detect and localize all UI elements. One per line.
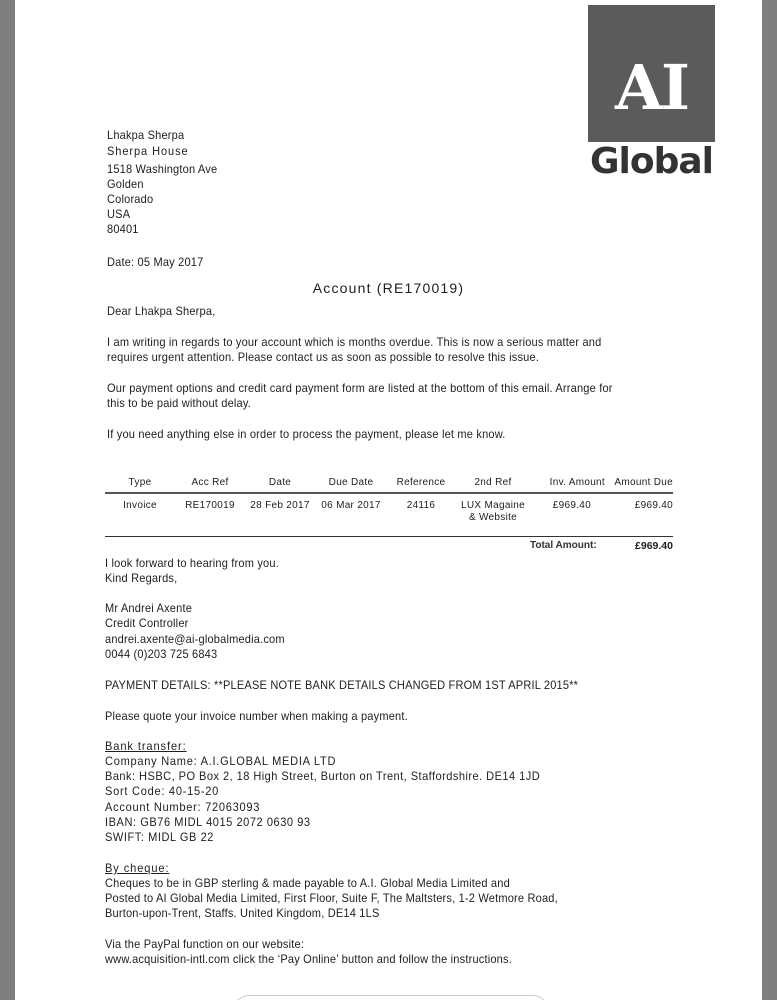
total-amount-value: £969.40	[635, 540, 673, 552]
closing-line: I look forward to hearing from you.	[105, 556, 279, 570]
cell-acc-ref: RE170019	[185, 500, 235, 511]
cell-2nd-ref-line1: LUX Magaine	[461, 500, 525, 511]
recipient-line: Sherpa House	[107, 144, 189, 158]
column-header-acc-ref: Acc Ref	[175, 472, 245, 493]
bank-company-name: Company Name: A.I.GLOBAL MEDIA LTD	[105, 754, 337, 768]
cell-2nd-ref	[455, 493, 531, 530]
body-paragraph-2-cont: this to be paid without delay.	[107, 396, 252, 410]
logo-global-text: Global	[589, 141, 714, 182]
cell-reference: 24116	[406, 500, 436, 511]
payment-quote-note: Please quote your invoice number when making a payment.	[105, 709, 408, 723]
bank-account-number: Account Number: 72063093	[105, 800, 261, 814]
column-header-due-date: Due Date	[315, 472, 387, 493]
total-amount-label: Total Amount:	[530, 540, 597, 551]
cell-due-date: 06 Mar 2017	[321, 500, 381, 511]
recipient-line: 80401	[107, 222, 139, 236]
bank-sort-code: Sort Code: 40-15-20	[105, 784, 220, 798]
column-header-2nd-ref: 2nd Ref	[455, 472, 531, 493]
letter-title: Account (RE170019)	[312, 280, 465, 296]
bank-transfer-heading: Bank transfer:	[105, 739, 187, 753]
body-paragraph-1: I am writing in regards to your account which is months overdue. This is now a serious matter and	[107, 335, 602, 349]
recipient-line: USA	[107, 207, 131, 221]
cell-inv-amount: £969.40	[552, 500, 591, 511]
cheque-line: Cheques to be in GBP sterling & made payable to A.I. Global Media Limited and	[105, 876, 510, 890]
paypal-intro: Via the PayPal function on our website:	[105, 937, 305, 951]
table-row	[105, 493, 673, 530]
closing-regards: Kind Regards,	[105, 571, 178, 585]
signature-email[interactable]: andrei.axente@ai-globalmedia.com	[105, 632, 285, 646]
paypal-instructions: www.acquisition-intl.com click the ‘Pay Online’ button and follow the instructions.	[105, 952, 512, 966]
cheque-line: Posted to AI Global Media Limited, First Floor, Suite F, The Maltsters, 1-2 Wetmore Road,	[105, 891, 558, 905]
bank-swift: SWIFT: MIDL GB 22	[105, 830, 214, 844]
cheque-heading: By cheque:	[105, 861, 170, 875]
recipient-line: Golden	[107, 177, 144, 191]
table-header-row	[105, 472, 673, 493]
bottom-toolbar-pill[interactable]	[233, 995, 549, 1000]
column-header-date: Date	[245, 472, 315, 493]
signature-name: Mr Andrei Axente	[105, 601, 193, 615]
cell-2nd-ref-line2: & Website	[468, 512, 518, 523]
company-logo	[588, 5, 715, 185]
cheque-line: Burton-upon-Trent, Staffs. United Kingdom, DE14 1LS	[105, 906, 380, 920]
cell-type: Invoice	[123, 500, 157, 511]
column-header-reference: Reference	[387, 472, 455, 493]
column-header-amount-due: Amount Due	[605, 472, 673, 493]
payment-details-heading: PAYMENT DETAILS: **PLEASE NOTE BANK DETAILS CHANGED FROM 1ST APRIL 2015**	[105, 678, 579, 692]
body-paragraph-1-cont: requires urgent attention. Please contact us as soon as possible to resolve this issue.	[107, 350, 540, 364]
bank-address: Bank: HSBC, PO Box 2, 18 High Street, Burton on Trent, Staffordshire. DE14 1JD	[105, 769, 541, 783]
column-header-inv-amount: Inv. Amount	[531, 472, 605, 493]
bank-iban: IBAN: GB76 MIDL 4015 2072 0630 93	[105, 815, 311, 829]
table-bottom-rule	[105, 536, 673, 537]
signature-phone: 0044 (0)203 725 6843	[105, 647, 218, 661]
document-page	[15, 0, 762, 1000]
cell-amount-due: £969.40	[634, 500, 673, 511]
cell-date: 28 Feb 2017	[250, 500, 310, 511]
signature-role: Credit Controller	[105, 616, 189, 630]
body-paragraph-2: Our payment options and credit card payment form are listed at the bottom of this email. Arrange for	[107, 381, 613, 395]
letter-date: Date: 05 May 2017	[107, 255, 204, 269]
body-paragraph-3: If you need anything else in order to process the payment, please let me know.	[107, 427, 506, 441]
recipient-name: Lhakpa Sherpa	[107, 128, 185, 142]
invoice-table	[105, 472, 673, 530]
salutation: Dear Lhakpa Sherpa,	[107, 304, 216, 318]
column-header-type: Type	[105, 472, 175, 493]
recipient-line: Colorado	[107, 192, 154, 206]
logo-ai-text: AI	[614, 51, 689, 124]
recipient-line: 1518 Washington Ave	[107, 162, 218, 176]
